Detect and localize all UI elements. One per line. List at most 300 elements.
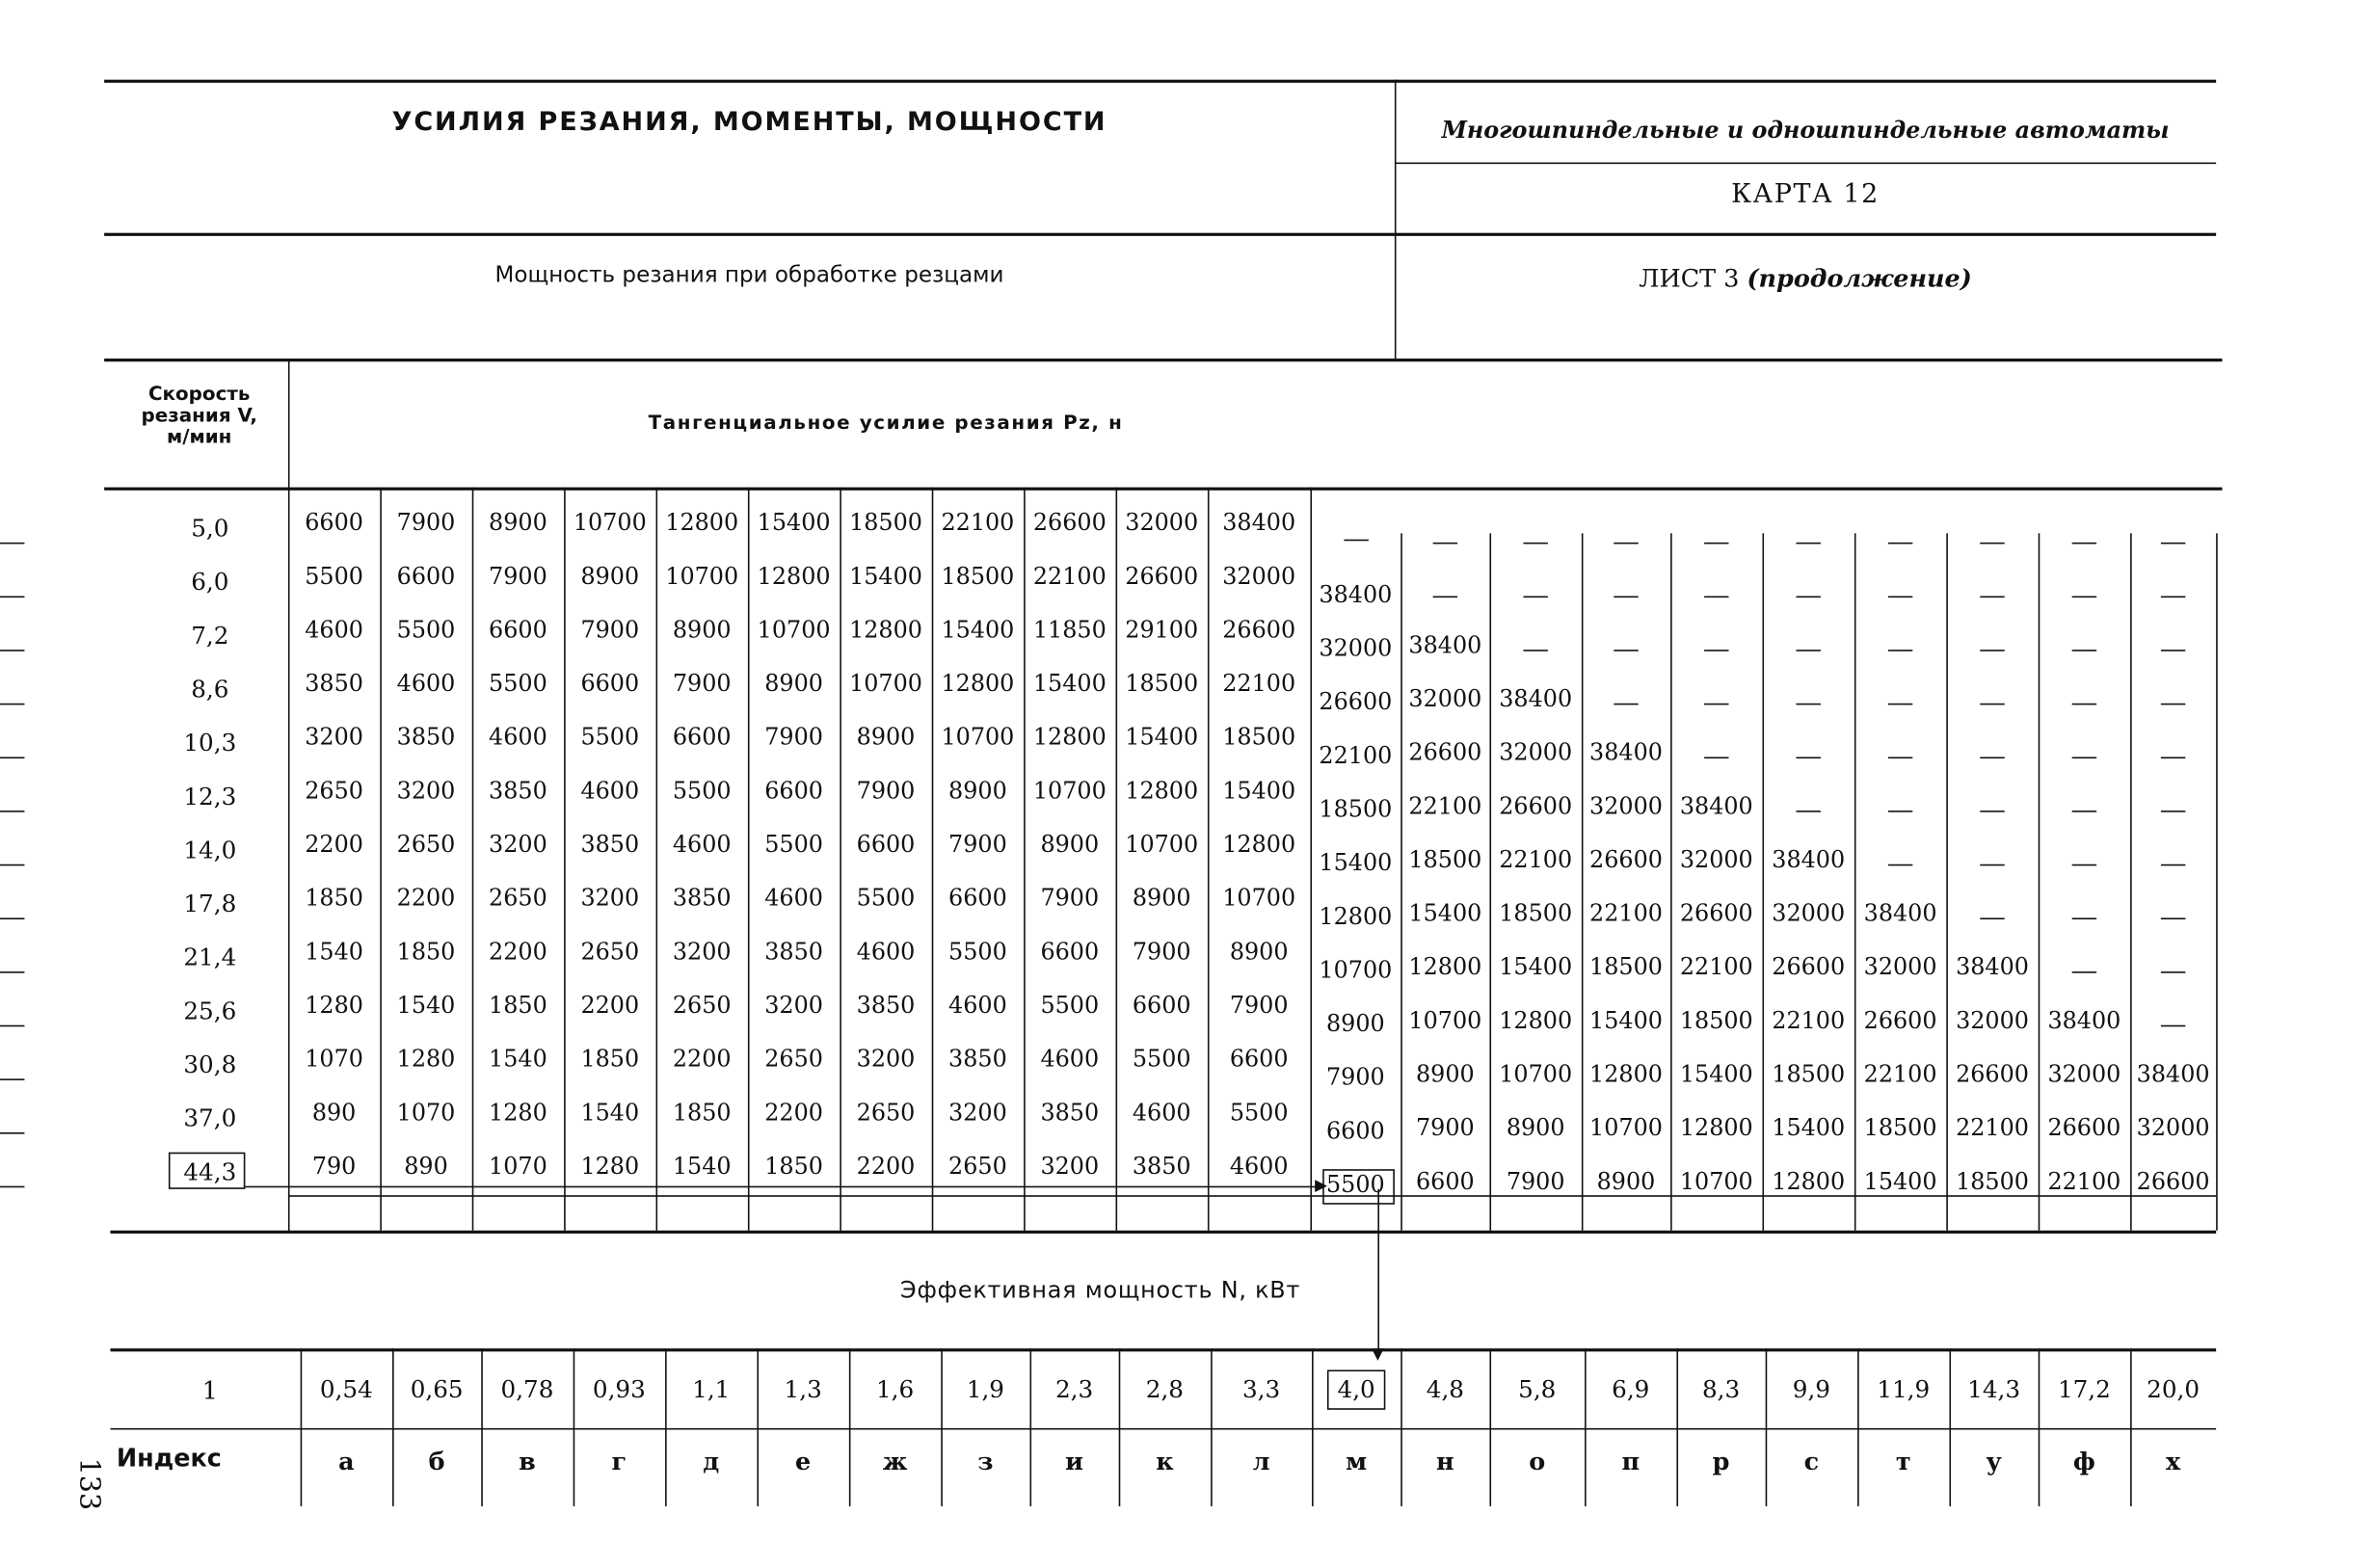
force-value: 4600 (856, 938, 916, 966)
force-value: 4600 (580, 777, 640, 805)
force-value: 2650 (672, 991, 732, 1020)
index-letter: ж (882, 1446, 908, 1476)
force-value: 7900 (396, 508, 456, 537)
empty-dash (0, 650, 24, 651)
force-value: 2650 (396, 830, 456, 859)
force-value: 5500 (764, 830, 823, 859)
force-value: 2650 (305, 777, 363, 805)
empty-dash (2072, 757, 2096, 758)
force-value: 15400 (849, 562, 922, 591)
power-value: 0,78 (500, 1375, 554, 1404)
force-value: 10700 (1125, 830, 1199, 859)
force-value: 3850 (672, 884, 732, 913)
force-value: 18500 (1772, 1060, 1846, 1088)
force-value: 3200 (396, 777, 456, 805)
force-value: 7900 (1506, 1167, 1565, 1196)
power-value: 2,3 (1054, 1375, 1094, 1404)
lookup-arrow-horizontal (245, 1186, 1318, 1188)
speed-column-header (110, 381, 287, 448)
force-value: 12800 (849, 616, 922, 644)
speed-value: 7,2 (191, 622, 229, 651)
force-value: 8900 (1229, 938, 1289, 966)
power-column-line (1312, 1348, 1314, 1506)
force-value: 8900 (948, 777, 1007, 805)
empty-dash (0, 1025, 24, 1027)
sheet-number: ЛИСТ 3 (1639, 263, 1740, 293)
empty-dash (2161, 597, 2185, 598)
empty-dash (1888, 864, 1912, 866)
empty-dash (0, 1132, 24, 1134)
force-value: 10700 (849, 669, 922, 698)
force-value: 12800 (941, 669, 1015, 698)
empty-dash (2072, 811, 2096, 812)
force-value: 890 (404, 1152, 448, 1181)
lookup-arrow-vertical (1377, 1189, 1379, 1352)
index-letter: м (1346, 1446, 1368, 1476)
force-value: 2650 (580, 938, 640, 966)
power-value: 2,8 (1145, 1375, 1185, 1404)
force-value: 18500 (1499, 899, 1573, 927)
force-value: 22100 (941, 508, 1015, 537)
force-value: 32000 (1319, 634, 1393, 662)
force-value: 8900 (580, 562, 640, 591)
force-value: 7900 (1229, 991, 1289, 1020)
force-value: 7900 (856, 777, 916, 805)
force-value: 15400 (1499, 952, 1573, 981)
machines-caption: Многошпиндельные и одношпиндельные автоматы (1441, 116, 2170, 145)
force-value: 22100 (1863, 1060, 1937, 1088)
empty-dash (1888, 597, 1912, 598)
empty-dash (1523, 543, 1547, 545)
force-value: 38400 (2136, 1060, 2210, 1088)
card-number: КАРТА 12 (1731, 179, 1880, 210)
index-letter: и (1065, 1446, 1084, 1476)
force-value: 32000 (2047, 1060, 2121, 1088)
power-column-line (1211, 1348, 1213, 1506)
power-column-line (1857, 1348, 1859, 1506)
power-column-line (1489, 1348, 1491, 1506)
index-letter: ф (2072, 1446, 2095, 1476)
force-value: 6600 (948, 884, 1007, 913)
force-value: 32000 (1589, 792, 1663, 820)
speed-value: 21,4 (183, 943, 237, 972)
index-row-top-rule (110, 1428, 2216, 1430)
force-value: 5500 (489, 669, 547, 698)
force-value: 6600 (396, 562, 456, 591)
empty-dash (1980, 543, 2004, 545)
empty-dash (1980, 650, 2004, 651)
empty-dash (2072, 917, 2096, 919)
index-letter: о (1529, 1446, 1546, 1476)
column-header-bottom-rule (104, 488, 2222, 491)
force-value: 3200 (489, 830, 547, 859)
power-column-line (2130, 1348, 2132, 1506)
force-value: 2650 (489, 884, 547, 913)
force-value: 6600 (1229, 1045, 1289, 1073)
force-value: 32000 (1772, 899, 1846, 927)
force-value: 6600 (1416, 1167, 1475, 1196)
force-value: 38400 (1408, 631, 1482, 659)
force-value: 1540 (672, 1152, 732, 1181)
force-value: 6600 (764, 777, 823, 805)
force-value: 15400 (1319, 848, 1393, 877)
force-value: 4600 (305, 616, 363, 644)
force-value: 26600 (1679, 899, 1753, 927)
force-value: 7900 (672, 669, 732, 698)
force-value: 38400 (1589, 738, 1663, 766)
empty-dash (2072, 971, 2096, 973)
empty-dash (1980, 597, 2004, 598)
empty-dash (2161, 864, 2185, 866)
empty-dash (2161, 811, 2185, 812)
power-value: 4,0 (1337, 1375, 1375, 1404)
force-value: 2200 (489, 938, 547, 966)
index-letter: е (795, 1446, 812, 1476)
speed-value: 37,0 (183, 1104, 237, 1133)
force-value: 12800 (665, 508, 739, 537)
force-value: 32000 (1125, 508, 1199, 537)
power-value: 6,9 (1612, 1375, 1650, 1404)
index-letter: к (1156, 1446, 1174, 1476)
force-value: 1070 (396, 1099, 456, 1127)
page-title: УСИЛИЯ РЕЗАНИЯ, МОМЕНТЫ, МОЩНОСТИ (391, 107, 1107, 139)
force-value: 3200 (1040, 1152, 1100, 1181)
index-letter: х (2166, 1446, 2181, 1476)
force-value: 38400 (1956, 952, 2029, 981)
force-value: 22100 (1956, 1113, 2029, 1142)
power-row-top-rule (110, 1348, 2216, 1351)
force-value: 12800 (1408, 952, 1482, 981)
empty-dash (1614, 543, 1638, 545)
force-value: 38400 (2047, 1006, 2121, 1035)
force-value: 6600 (1132, 991, 1191, 1020)
force-value: 10700 (1032, 777, 1107, 805)
speed-value: 17,8 (183, 890, 237, 918)
force-value: 15400 (1222, 777, 1296, 805)
force-value: 1850 (764, 1152, 823, 1181)
empty-dash (1704, 543, 1728, 545)
force-value: 38400 (1679, 792, 1753, 820)
force-value: 18500 (1125, 669, 1199, 698)
force-value: 7900 (1325, 1063, 1385, 1092)
index-letter: д (703, 1446, 720, 1476)
force-value: 11850 (1032, 616, 1107, 644)
force-value: 7900 (948, 830, 1007, 859)
force-value: 32000 (1408, 684, 1482, 713)
power-column-line (301, 1348, 303, 1506)
table-subtitle: Мощность резания при обработке резцами (494, 263, 1004, 288)
empty-dash (2161, 543, 2185, 545)
power-value: 14,3 (1967, 1375, 2021, 1404)
empty-dash (2161, 917, 2185, 919)
empty-dash (0, 971, 24, 973)
force-value: 22100 (1222, 669, 1296, 698)
force-value: 8900 (1132, 884, 1191, 913)
force-value: 2650 (856, 1099, 916, 1127)
force-value: 790 (311, 1152, 357, 1181)
force-value: 7900 (1132, 938, 1191, 966)
force-value: 1280 (489, 1099, 547, 1127)
force-value: 6600 (580, 669, 640, 698)
empty-dash (1433, 543, 1457, 545)
force-value: 10700 (941, 723, 1015, 752)
power-value: 5,8 (1518, 1375, 1557, 1404)
force-value: 3850 (764, 938, 823, 966)
force-value: 2200 (305, 830, 363, 859)
force-value: 26600 (1125, 562, 1199, 591)
page-number: 133 (72, 1457, 105, 1511)
empty-dash (2161, 971, 2185, 973)
force-value: 15400 (1772, 1113, 1846, 1142)
force-value: 1280 (396, 1045, 456, 1073)
force-value: 2200 (764, 1099, 823, 1127)
empty-dash (1614, 597, 1638, 598)
empty-dash (1704, 757, 1728, 758)
index-letter: с (1803, 1446, 1820, 1476)
power-value: 1,6 (875, 1375, 915, 1404)
force-value: 6600 (1325, 1117, 1385, 1145)
force-value: 22100 (1499, 845, 1573, 874)
force-value: 5500 (1325, 1170, 1385, 1199)
force-column-line (2216, 533, 2218, 1230)
force-value: 12800 (1222, 830, 1296, 859)
force-value: 22100 (1408, 792, 1482, 820)
force-value: 18500 (1589, 952, 1663, 981)
force-value: 12800 (1032, 723, 1107, 752)
force-value: 3850 (1040, 1099, 1100, 1127)
index-letter: л (1252, 1446, 1270, 1476)
force-value: 2200 (580, 991, 640, 1020)
force-value: 6600 (1040, 938, 1100, 966)
power-value: 9,9 (1792, 1375, 1830, 1404)
force-value: 6600 (856, 830, 916, 859)
force-value: 2200 (396, 884, 456, 913)
force-value: 5500 (1229, 1099, 1289, 1127)
power-column-line (665, 1348, 667, 1506)
force-value: 26600 (1222, 616, 1296, 644)
index-letter: у (1986, 1446, 2002, 1476)
force-value: 38400 (1319, 580, 1393, 609)
power-value: 1,1 (692, 1375, 731, 1404)
selected-force-box (1322, 1169, 1395, 1205)
empty-dash (2072, 704, 2096, 705)
power-column-line (392, 1348, 394, 1506)
sheet-note: (продолжение) (1747, 263, 1972, 293)
force-value: 10700 (1408, 1006, 1482, 1035)
empty-dash (1796, 597, 1820, 598)
empty-dash (1704, 597, 1728, 598)
force-value: 1070 (489, 1152, 547, 1181)
force-value: 10700 (1679, 1167, 1753, 1196)
force-value: 5500 (1040, 991, 1100, 1020)
empty-dash (0, 597, 24, 598)
empty-dash (1888, 704, 1912, 705)
power-column-line (1949, 1348, 1951, 1506)
power-value: 1,3 (784, 1375, 822, 1404)
force-value: 1540 (489, 1045, 547, 1073)
force-value: 22100 (1319, 741, 1393, 770)
force-value: 12800 (1499, 1006, 1573, 1035)
force-value: 18500 (1408, 845, 1482, 874)
force-value: 8900 (1325, 1009, 1385, 1038)
force-value: 4600 (489, 723, 547, 752)
empty-dash (1980, 917, 2004, 919)
force-value: 18500 (1319, 795, 1393, 823)
column-header-top-rule (104, 359, 2222, 361)
force-value: 10700 (573, 508, 647, 537)
index-letter: г (611, 1446, 627, 1476)
force-value: 12800 (1772, 1167, 1846, 1196)
force-value: 5500 (1132, 1045, 1191, 1073)
power-value: 8,3 (1701, 1375, 1741, 1404)
force-table-footer-rule (288, 1195, 2216, 1197)
force-value: 5500 (580, 723, 640, 752)
power-column-line (1400, 1348, 1402, 1506)
force-value: 22100 (1589, 899, 1663, 927)
empty-dash (1433, 597, 1457, 598)
power-column-line (1766, 1348, 1768, 1506)
speed-value: 30,8 (183, 1050, 237, 1079)
force-value: 7900 (1416, 1113, 1475, 1142)
empty-dash (2161, 704, 2185, 705)
index-letter: п (1621, 1446, 1640, 1476)
index-letter: т (1895, 1446, 1911, 1476)
force-value: 32000 (1679, 845, 1753, 874)
force-value: 5500 (948, 938, 1007, 966)
force-value: 3200 (672, 938, 732, 966)
empty-dash (1704, 650, 1728, 651)
power-header: Эффективная мощность N, кВт (900, 1276, 1301, 1305)
force-value: 3850 (948, 1045, 1007, 1073)
force-value: 7900 (1040, 884, 1100, 913)
force-value: 1280 (580, 1152, 640, 1181)
empty-dash (0, 917, 24, 919)
speed-value: 12,3 (183, 783, 237, 811)
empty-dash (2161, 1025, 2185, 1027)
power-column-line (849, 1348, 851, 1506)
speed-header-line-3: м/мин (166, 424, 232, 448)
force-value: 2650 (948, 1152, 1007, 1181)
force-value: 4600 (948, 991, 1007, 1020)
power-column-line (481, 1348, 483, 1506)
force-value: 8900 (1416, 1060, 1475, 1088)
force-value: 8900 (764, 669, 823, 698)
speed-value: 44,3 (183, 1158, 237, 1186)
speed-value: 25,6 (183, 997, 237, 1025)
force-value: 10700 (1589, 1113, 1663, 1142)
force-value: 3200 (305, 723, 363, 752)
force-value: 1540 (305, 938, 363, 966)
empty-dash (1614, 704, 1638, 705)
force-value: 32000 (1863, 952, 1937, 981)
force-value: 890 (311, 1099, 357, 1127)
force-value: 3850 (396, 723, 456, 752)
empty-dash (0, 1078, 24, 1080)
force-value: 15400 (941, 616, 1015, 644)
force-value: 5500 (856, 884, 916, 913)
power-value: 0,54 (319, 1375, 373, 1404)
force-value: 3850 (580, 830, 640, 859)
empty-dash (1888, 543, 1912, 545)
empty-dash (0, 1186, 24, 1188)
power-value: 20,0 (2147, 1375, 2201, 1404)
force-value: 32000 (1222, 562, 1296, 591)
speed-value: 5,0 (191, 515, 229, 543)
force-value: 32000 (1956, 1006, 2029, 1035)
index-letter: з (977, 1446, 994, 1476)
force-value: 4600 (672, 830, 732, 859)
force-value: 3850 (305, 669, 363, 698)
force-value: 29100 (1125, 616, 1199, 644)
force-value: 18500 (849, 508, 922, 537)
force-value: 18500 (1222, 723, 1296, 752)
force-value: 6600 (672, 723, 732, 752)
force-value: 1540 (396, 991, 456, 1020)
empty-dash (2072, 864, 2096, 866)
force-value: 7900 (489, 562, 547, 591)
speed-header-line-1: Скорость (147, 381, 251, 405)
force-value: 10700 (757, 616, 831, 644)
force-value: 4600 (764, 884, 823, 913)
force-value: 15400 (1863, 1167, 1937, 1196)
header-top-rule (104, 80, 2216, 83)
force-value: 5500 (672, 777, 732, 805)
empty-dash (2072, 650, 2096, 651)
force-value: 10700 (665, 562, 739, 591)
force-value: 22100 (1032, 562, 1107, 591)
empty-dash (1980, 864, 2004, 866)
header-mid-rule (104, 233, 2216, 236)
force-value: 22100 (2047, 1167, 2121, 1196)
force-value: 38400 (1772, 845, 1846, 874)
force-value: 8900 (856, 723, 916, 752)
empty-dash (2161, 757, 2185, 758)
force-value: 22100 (1679, 952, 1753, 981)
force-value: 32000 (1499, 738, 1573, 766)
power-value: 4,8 (1426, 1375, 1464, 1404)
force-value: 4600 (1040, 1045, 1100, 1073)
force-value: 15400 (1032, 669, 1107, 698)
power-column-line (757, 1348, 759, 1506)
power-column-line (573, 1348, 575, 1506)
force-value: 12800 (1125, 777, 1199, 805)
empty-dash (1523, 597, 1547, 598)
force-value: 26600 (1956, 1060, 2029, 1088)
force-value: 2200 (672, 1045, 732, 1073)
force-value: 18500 (1863, 1113, 1937, 1142)
force-value: 12800 (1589, 1060, 1663, 1088)
force-value: 3850 (856, 991, 916, 1020)
empty-dash (1888, 757, 1912, 758)
force-value: 1850 (489, 991, 547, 1020)
power-value: 3,3 (1241, 1375, 1281, 1404)
force-value: 8900 (1040, 830, 1100, 859)
header-divider (1395, 80, 1397, 359)
force-value: 15400 (1589, 1006, 1663, 1035)
empty-dash (1523, 650, 1547, 651)
empty-dash (1796, 811, 1820, 812)
empty-dash (0, 864, 24, 866)
force-value: 4600 (1229, 1152, 1289, 1181)
force-value: 38400 (1863, 899, 1937, 927)
selected-speed-box (169, 1153, 246, 1189)
force-value: 10700 (1499, 1060, 1573, 1088)
force-value: 3200 (580, 884, 640, 913)
empty-dash (0, 704, 24, 705)
force-column-header: Тангенциальное усилие резания Pz, н (648, 411, 1124, 434)
index-letter: р (1712, 1446, 1730, 1476)
empty-dash (1796, 650, 1820, 651)
